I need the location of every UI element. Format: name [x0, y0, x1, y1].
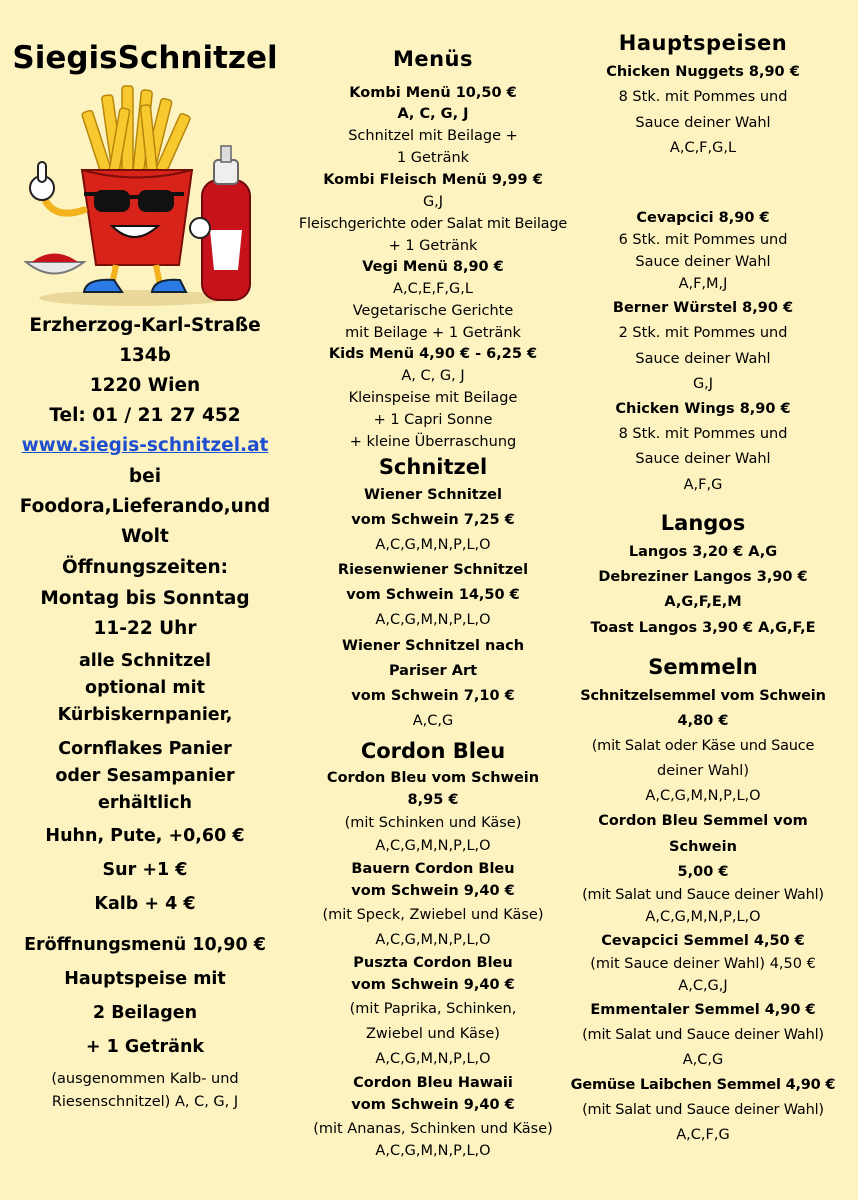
semmel-line: deiner Wahl): [656, 763, 749, 779]
surcharge-sur: Sur +1 €: [102, 860, 188, 880]
haupt-line: G,J: [692, 376, 714, 392]
delivery-line-3: Wolt: [121, 526, 169, 547]
opening-menu-line-4: + 1 Getränk: [85, 1037, 205, 1057]
opening-menu-line-3: 2 Beilagen: [92, 1003, 198, 1023]
langos-line: Langos 3,20 € A,G: [628, 544, 778, 560]
menu-line: mit Beilage + 1 Getränk: [345, 325, 521, 341]
haupt-line: Chicken Nuggets 8,90 €: [606, 64, 800, 80]
menu-line: Kombi Menü 10,50 €: [349, 85, 517, 101]
menu-line: A, C, G, J: [401, 368, 465, 384]
semmel-line: A,C,G,M,N,P,L,O: [645, 909, 761, 925]
semmel-line: Schwein: [669, 839, 737, 855]
semmel-line: Emmentaler Semmel 4,90 €: [590, 1002, 816, 1018]
fries-mascot-logo: [24, 80, 262, 310]
haupt-line: Sauce deiner Wahl: [635, 254, 771, 270]
semmel-line: 5,00 €: [677, 864, 729, 880]
panier2-line-2: oder Sesampanier: [55, 766, 235, 786]
langos-line: A,G,F,E,M: [664, 594, 742, 610]
opening-menu-title: Eröffnungsmenü 10,90 €: [24, 935, 266, 955]
semmel-line: Schnitzelsemmel vom Schwein: [580, 688, 826, 704]
opening-menu-line-2: Hauptspeise mit: [64, 969, 226, 989]
cordon-line: Cordon Bleu Hawaii: [353, 1075, 513, 1091]
haupt-line: A,C,F,G,L: [669, 140, 737, 156]
panier-line-1: alle Schnitzel: [78, 651, 212, 671]
schnitzel-line: vom Schwein 14,50 €: [346, 587, 520, 603]
cordon-line: (mit Speck, Zwiebel und Käse): [322, 907, 544, 923]
cordon-line: Cordon Bleu vom Schwein: [326, 770, 540, 786]
cordon-line: (mit Ananas, Schinken und Käse): [313, 1121, 553, 1137]
schnitzel-line: A,C,G,M,N,P,L,O: [375, 612, 491, 628]
cordon-line: A,C,G,M,N,P,L,O: [375, 1051, 491, 1067]
semmel-line: Cordon Bleu Semmel vom: [598, 813, 808, 829]
menu-line: G,J: [422, 194, 444, 210]
hours-time: 11-22 Uhr: [93, 618, 197, 639]
schnitzel-line: Wiener Schnitzel nach: [341, 638, 525, 654]
langos-line: Toast Langos 3,90 € A,G,F,E: [590, 620, 816, 636]
haupt-line: 8 Stk. mit Pommes und: [618, 426, 788, 442]
address-number: 134b: [119, 345, 171, 366]
hauptspeisen-heading: Hauptspeisen: [618, 31, 788, 55]
semmel-line: A,C,G: [682, 1052, 724, 1068]
semmel-line: (mit Salat und Sauce deiner Wahl): [582, 1102, 824, 1118]
semmel-line: A,C,G,M,N,P,L,O: [645, 788, 761, 804]
hours-days: Montag bis Sonntag: [40, 588, 250, 609]
menu-line: Fleischgerichte oder Salat mit Beilage: [298, 216, 568, 232]
haupt-line: Sauce deiner Wahl: [635, 351, 771, 367]
menu-line: 1 Getränk: [396, 150, 470, 166]
semmel-line: (mit Sauce deiner Wahl) 4,50 €: [590, 956, 816, 972]
cordon-line: Puszta Cordon Bleu: [353, 955, 513, 971]
website-link[interactable]: www.siegis-schnitzel.at: [21, 435, 269, 456]
semmel-line: (mit Salat und Sauce deiner Wahl): [582, 1027, 824, 1043]
surcharge-kalb: Kalb + 4 €: [94, 894, 196, 914]
langos-line: Debreziner Langos 3,90 €: [598, 569, 808, 585]
cordon-line: vom Schwein 9,40 €: [351, 883, 515, 899]
telephone: Tel: 01 / 21 27 452: [49, 405, 241, 426]
cordon-line: A,C,G,M,N,P,L,O: [375, 932, 491, 948]
cordon-line: (mit Schinken und Käse): [344, 815, 522, 831]
panier-line-3: Kürbiskernpanier,: [57, 705, 233, 725]
schnitzel-line: A,C,G,M,N,P,L,O: [375, 537, 491, 553]
semmel-line: Gemüse Laibchen Semmel 4,90 €: [570, 1077, 836, 1093]
semmel-line: Cevapcici Semmel 4,50 €: [601, 933, 805, 949]
menu-line: + 1 Getränk: [388, 238, 478, 254]
haupt-line: Berner Würstel 8,90 €: [612, 300, 794, 316]
cordon-line: Bauern Cordon Bleu: [351, 861, 515, 877]
menu-line: Vegetarische Gerichte: [352, 303, 514, 319]
semmel-line: (mit Salat und Sauce deiner Wahl): [582, 887, 824, 903]
haupt-line: Cevapcici 8,90 €: [636, 210, 770, 226]
schnitzel-line: vom Schwein 7,25 €: [351, 512, 515, 528]
haupt-line: A,F,M,J: [678, 276, 728, 292]
opening-note-line-2: Riesenschnitzel) A, C, G, J: [51, 1094, 239, 1110]
menu-line: + 1 Capri Sonne: [373, 412, 493, 428]
menus-heading: Menüs: [392, 47, 474, 71]
schnitzel-line: A,C,G: [412, 713, 454, 729]
cordon-line: vom Schwein 9,40 €: [351, 977, 515, 993]
menu-line: Vegi Menü 8,90 €: [362, 259, 504, 275]
menu-line: Kids Menü 4,90 € - 6,25 €: [328, 346, 538, 362]
menu-line: Schnitzel mit Beilage +: [348, 128, 518, 144]
delivery-line-2: Foodora,Lieferando,und: [19, 496, 271, 517]
menu-line: Kombi Fleisch Menü 9,99 €: [323, 172, 543, 188]
opening-note-line-1: (ausgenommen Kalb- und: [51, 1071, 239, 1087]
brand-title: SiegisSchnitzel: [12, 40, 278, 76]
cordon-line: A,C,G,M,N,P,L,O: [375, 838, 491, 854]
menu-line: A,C,E,F,G,L: [393, 281, 473, 297]
panier2-line-1: Cornflakes Panier: [58, 739, 232, 759]
cordon-line: Zwiebel und Käse): [366, 1026, 500, 1042]
cordon-bleu-heading: Cordon Bleu: [360, 739, 506, 763]
schnitzel-line: vom Schwein 7,10 €: [351, 688, 515, 704]
haupt-line: 2 Stk. mit Pommes und: [618, 325, 788, 341]
haupt-line: A,F,G: [683, 477, 723, 493]
haupt-line: 8 Stk. mit Pommes und: [618, 89, 788, 105]
address-street: Erzherzog-Karl-Straße: [29, 315, 261, 336]
cordon-line: 8,95 €: [407, 792, 459, 808]
semmel-line: A,C,F,G: [676, 1127, 730, 1143]
cordon-line: A,C,G,M,N,P,L,O: [375, 1143, 491, 1159]
cordon-line: (mit Paprika, Schinken,: [349, 1001, 517, 1017]
panier2-line-3: erhältlich: [98, 793, 192, 813]
haupt-line: Sauce deiner Wahl: [635, 451, 771, 467]
semmeln-heading: Semmeln: [648, 655, 758, 679]
menu-line: + kleine Überraschung: [349, 434, 517, 450]
address-city: 1220 Wien: [89, 375, 201, 396]
delivery-line-1: bei: [128, 466, 162, 487]
panier-line-2: optional mit: [85, 678, 205, 698]
schnitzel-line: Wiener Schnitzel: [364, 487, 502, 503]
haupt-line: 6 Stk. mit Pommes und: [618, 232, 788, 248]
menu-line: Kleinspeise mit Beilage: [348, 390, 518, 406]
haupt-line: Chicken Wings 8,90 €: [615, 401, 791, 417]
surcharge-huhn: Huhn, Pute, +0,60 €: [45, 826, 245, 846]
schnitzel-line: Pariser Art: [388, 663, 478, 679]
semmel-line: (mit Salat oder Käse und Sauce: [591, 738, 815, 754]
semmel-line: 4,80 €: [677, 713, 729, 729]
schnitzel-heading: Schnitzel: [378, 455, 488, 479]
haupt-line: Sauce deiner Wahl: [635, 115, 771, 131]
langos-heading: Langos: [660, 511, 746, 535]
cordon-line: vom Schwein 9,40 €: [351, 1097, 515, 1113]
hours-title: Öffnungszeiten:: [61, 557, 229, 578]
semmel-line: A,C,G,J: [678, 978, 728, 994]
schnitzel-line: Riesenwiener Schnitzel: [337, 562, 529, 578]
menu-line: A, C, G, J: [397, 106, 469, 122]
